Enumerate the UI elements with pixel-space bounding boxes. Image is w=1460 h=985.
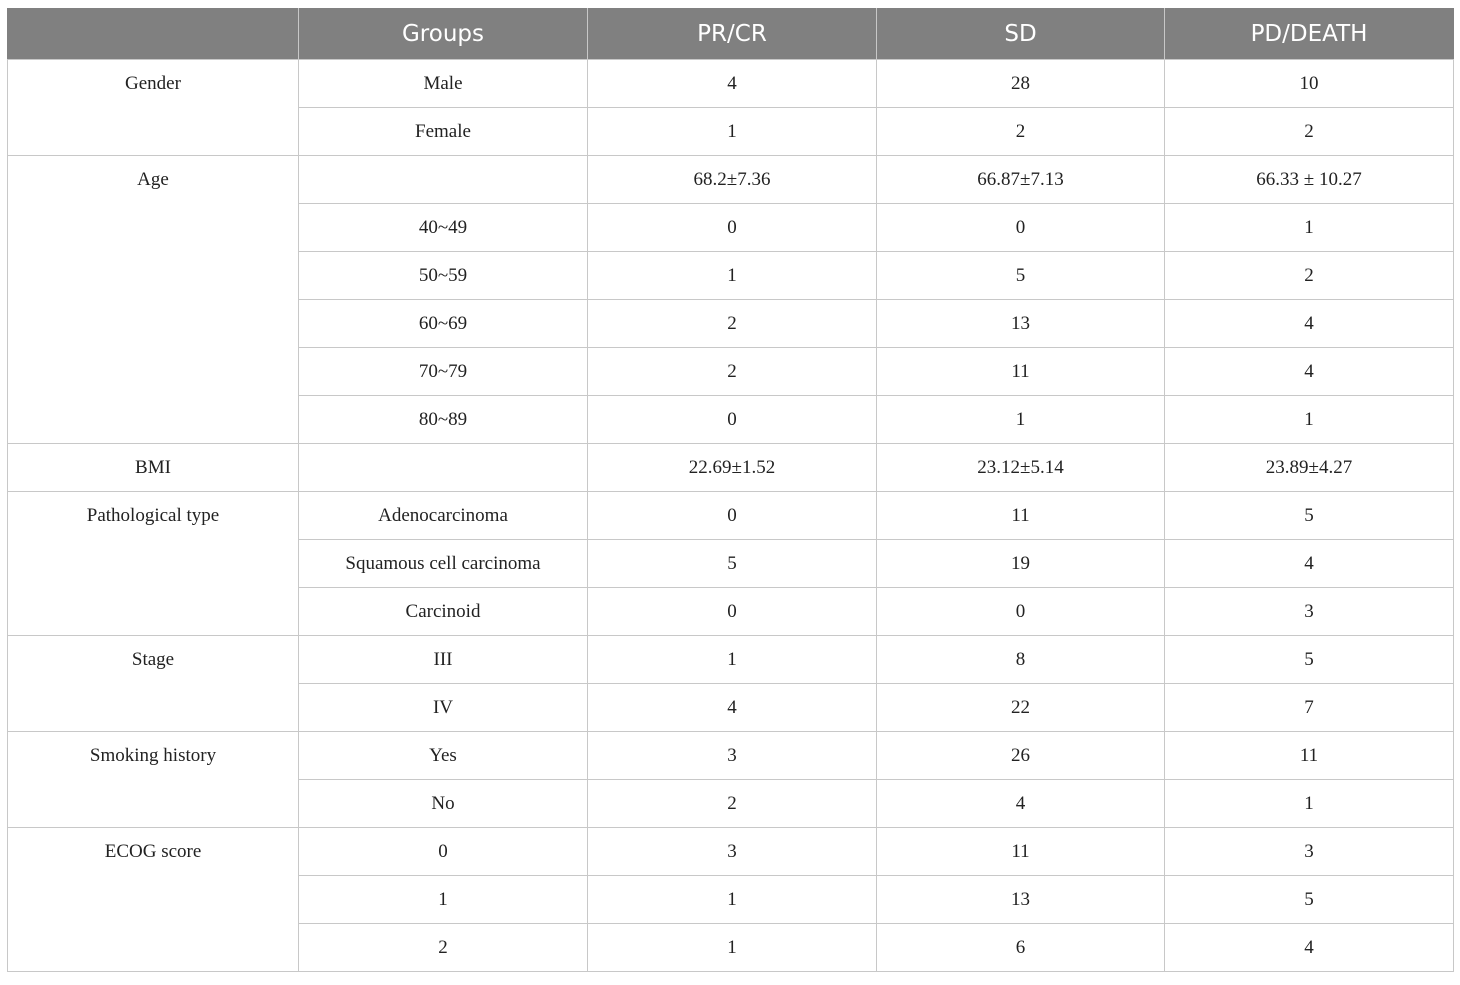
subgroup-cell: 60~69 [299,300,588,348]
pd-death-cell: 1 [1165,204,1454,252]
group-label-cell: Age [8,156,299,444]
table-row [8,156,1454,204]
sd-cell: 11 [877,828,1165,876]
subgroup-cell: Yes [299,732,588,780]
table-body [8,60,1454,972]
header-cell-pd-death: PD/DEATH [1165,9,1454,60]
sd-cell: 19 [877,540,1165,588]
pr-cr-cell: 22.69±1.52 [588,444,877,492]
pr-cr-cell: 0 [588,492,877,540]
subgroup-cell: IV [299,684,588,732]
pr-cr-cell: 0 [588,588,877,636]
clinical-characteristics-table [7,8,1454,972]
pd-death-cell: 2 [1165,108,1454,156]
pr-cr-cell: 2 [588,780,877,828]
pd-death-cell: 11 [1165,732,1454,780]
subgroup-cell: 70~79 [299,348,588,396]
subgroup-cell [299,156,588,204]
group-label-cell: BMI [8,444,299,492]
subgroup-cell: 1 [299,876,588,924]
sd-cell: 11 [877,492,1165,540]
pr-cr-cell: 3 [588,828,877,876]
pr-cr-cell: 4 [588,60,877,108]
pd-death-cell: 10 [1165,60,1454,108]
pr-cr-cell: 4 [588,684,877,732]
sd-cell: 26 [877,732,1165,780]
sd-cell: 2 [877,108,1165,156]
pd-death-cell: 5 [1165,492,1454,540]
subgroup-cell [299,444,588,492]
sd-cell: 0 [877,588,1165,636]
pr-cr-cell: 5 [588,540,877,588]
subgroup-cell: No [299,780,588,828]
pd-death-cell: 1 [1165,396,1454,444]
pd-death-cell: 4 [1165,300,1454,348]
table-row [8,636,1454,684]
table-container [7,8,1453,972]
subgroup-cell: Female [299,108,588,156]
subgroup-cell: 40~49 [299,204,588,252]
pr-cr-cell: 2 [588,300,877,348]
table-header [8,9,1454,60]
sd-cell: 23.12±5.14 [877,444,1165,492]
table-row [8,828,1454,876]
sd-cell: 13 [877,300,1165,348]
pd-death-cell: 3 [1165,588,1454,636]
sd-cell: 28 [877,60,1165,108]
pd-death-cell: 4 [1165,924,1454,972]
header-cell-groups: Groups [299,9,588,60]
sd-cell: 11 [877,348,1165,396]
pr-cr-cell: 1 [588,252,877,300]
pd-death-cell: 3 [1165,828,1454,876]
header-row [8,9,1454,60]
sd-cell: 8 [877,636,1165,684]
pd-death-cell: 7 [1165,684,1454,732]
group-label-cell: Smoking history [8,732,299,828]
pd-death-cell: 5 [1165,876,1454,924]
subgroup-cell: Carcinoid [299,588,588,636]
pr-cr-cell: 1 [588,636,877,684]
group-label-cell: Pathological type [8,492,299,636]
pr-cr-cell: 1 [588,924,877,972]
header-cell-blank [8,9,299,60]
pr-cr-cell: 3 [588,732,877,780]
subgroup-cell: 50~59 [299,252,588,300]
group-label-cell: ECOG score [8,828,299,972]
pd-death-cell: 2 [1165,252,1454,300]
sd-cell: 0 [877,204,1165,252]
header-cell-sd: SD [877,9,1165,60]
group-label-cell: Stage [8,636,299,732]
pr-cr-cell: 0 [588,204,877,252]
pr-cr-cell: 68.2±7.36 [588,156,877,204]
header-cell-pr-cr: PR/CR [588,9,877,60]
pr-cr-cell: 0 [588,396,877,444]
sd-cell: 66.87±7.13 [877,156,1165,204]
sd-cell: 22 [877,684,1165,732]
pr-cr-cell: 1 [588,108,877,156]
pd-death-cell: 4 [1165,348,1454,396]
pd-death-cell: 23.89±4.27 [1165,444,1454,492]
pr-cr-cell: 1 [588,876,877,924]
pd-death-cell: 5 [1165,636,1454,684]
subgroup-cell: 80~89 [299,396,588,444]
table-row [8,732,1454,780]
group-label-cell: Gender [8,60,299,156]
sd-cell: 4 [877,780,1165,828]
sd-cell: 13 [877,876,1165,924]
table-row [8,60,1454,108]
subgroup-cell: 2 [299,924,588,972]
pd-death-cell: 4 [1165,540,1454,588]
table-row [8,492,1454,540]
subgroup-cell: Squamous cell carcinoma [299,540,588,588]
subgroup-cell: III [299,636,588,684]
table-row [8,444,1454,492]
pd-death-cell: 1 [1165,780,1454,828]
sd-cell: 5 [877,252,1165,300]
subgroup-cell: Male [299,60,588,108]
subgroup-cell: Adenocarcinoma [299,492,588,540]
pd-death-cell: 66.33 ± 10.27 [1165,156,1454,204]
sd-cell: 1 [877,396,1165,444]
sd-cell: 6 [877,924,1165,972]
subgroup-cell: 0 [299,828,588,876]
pr-cr-cell: 2 [588,348,877,396]
